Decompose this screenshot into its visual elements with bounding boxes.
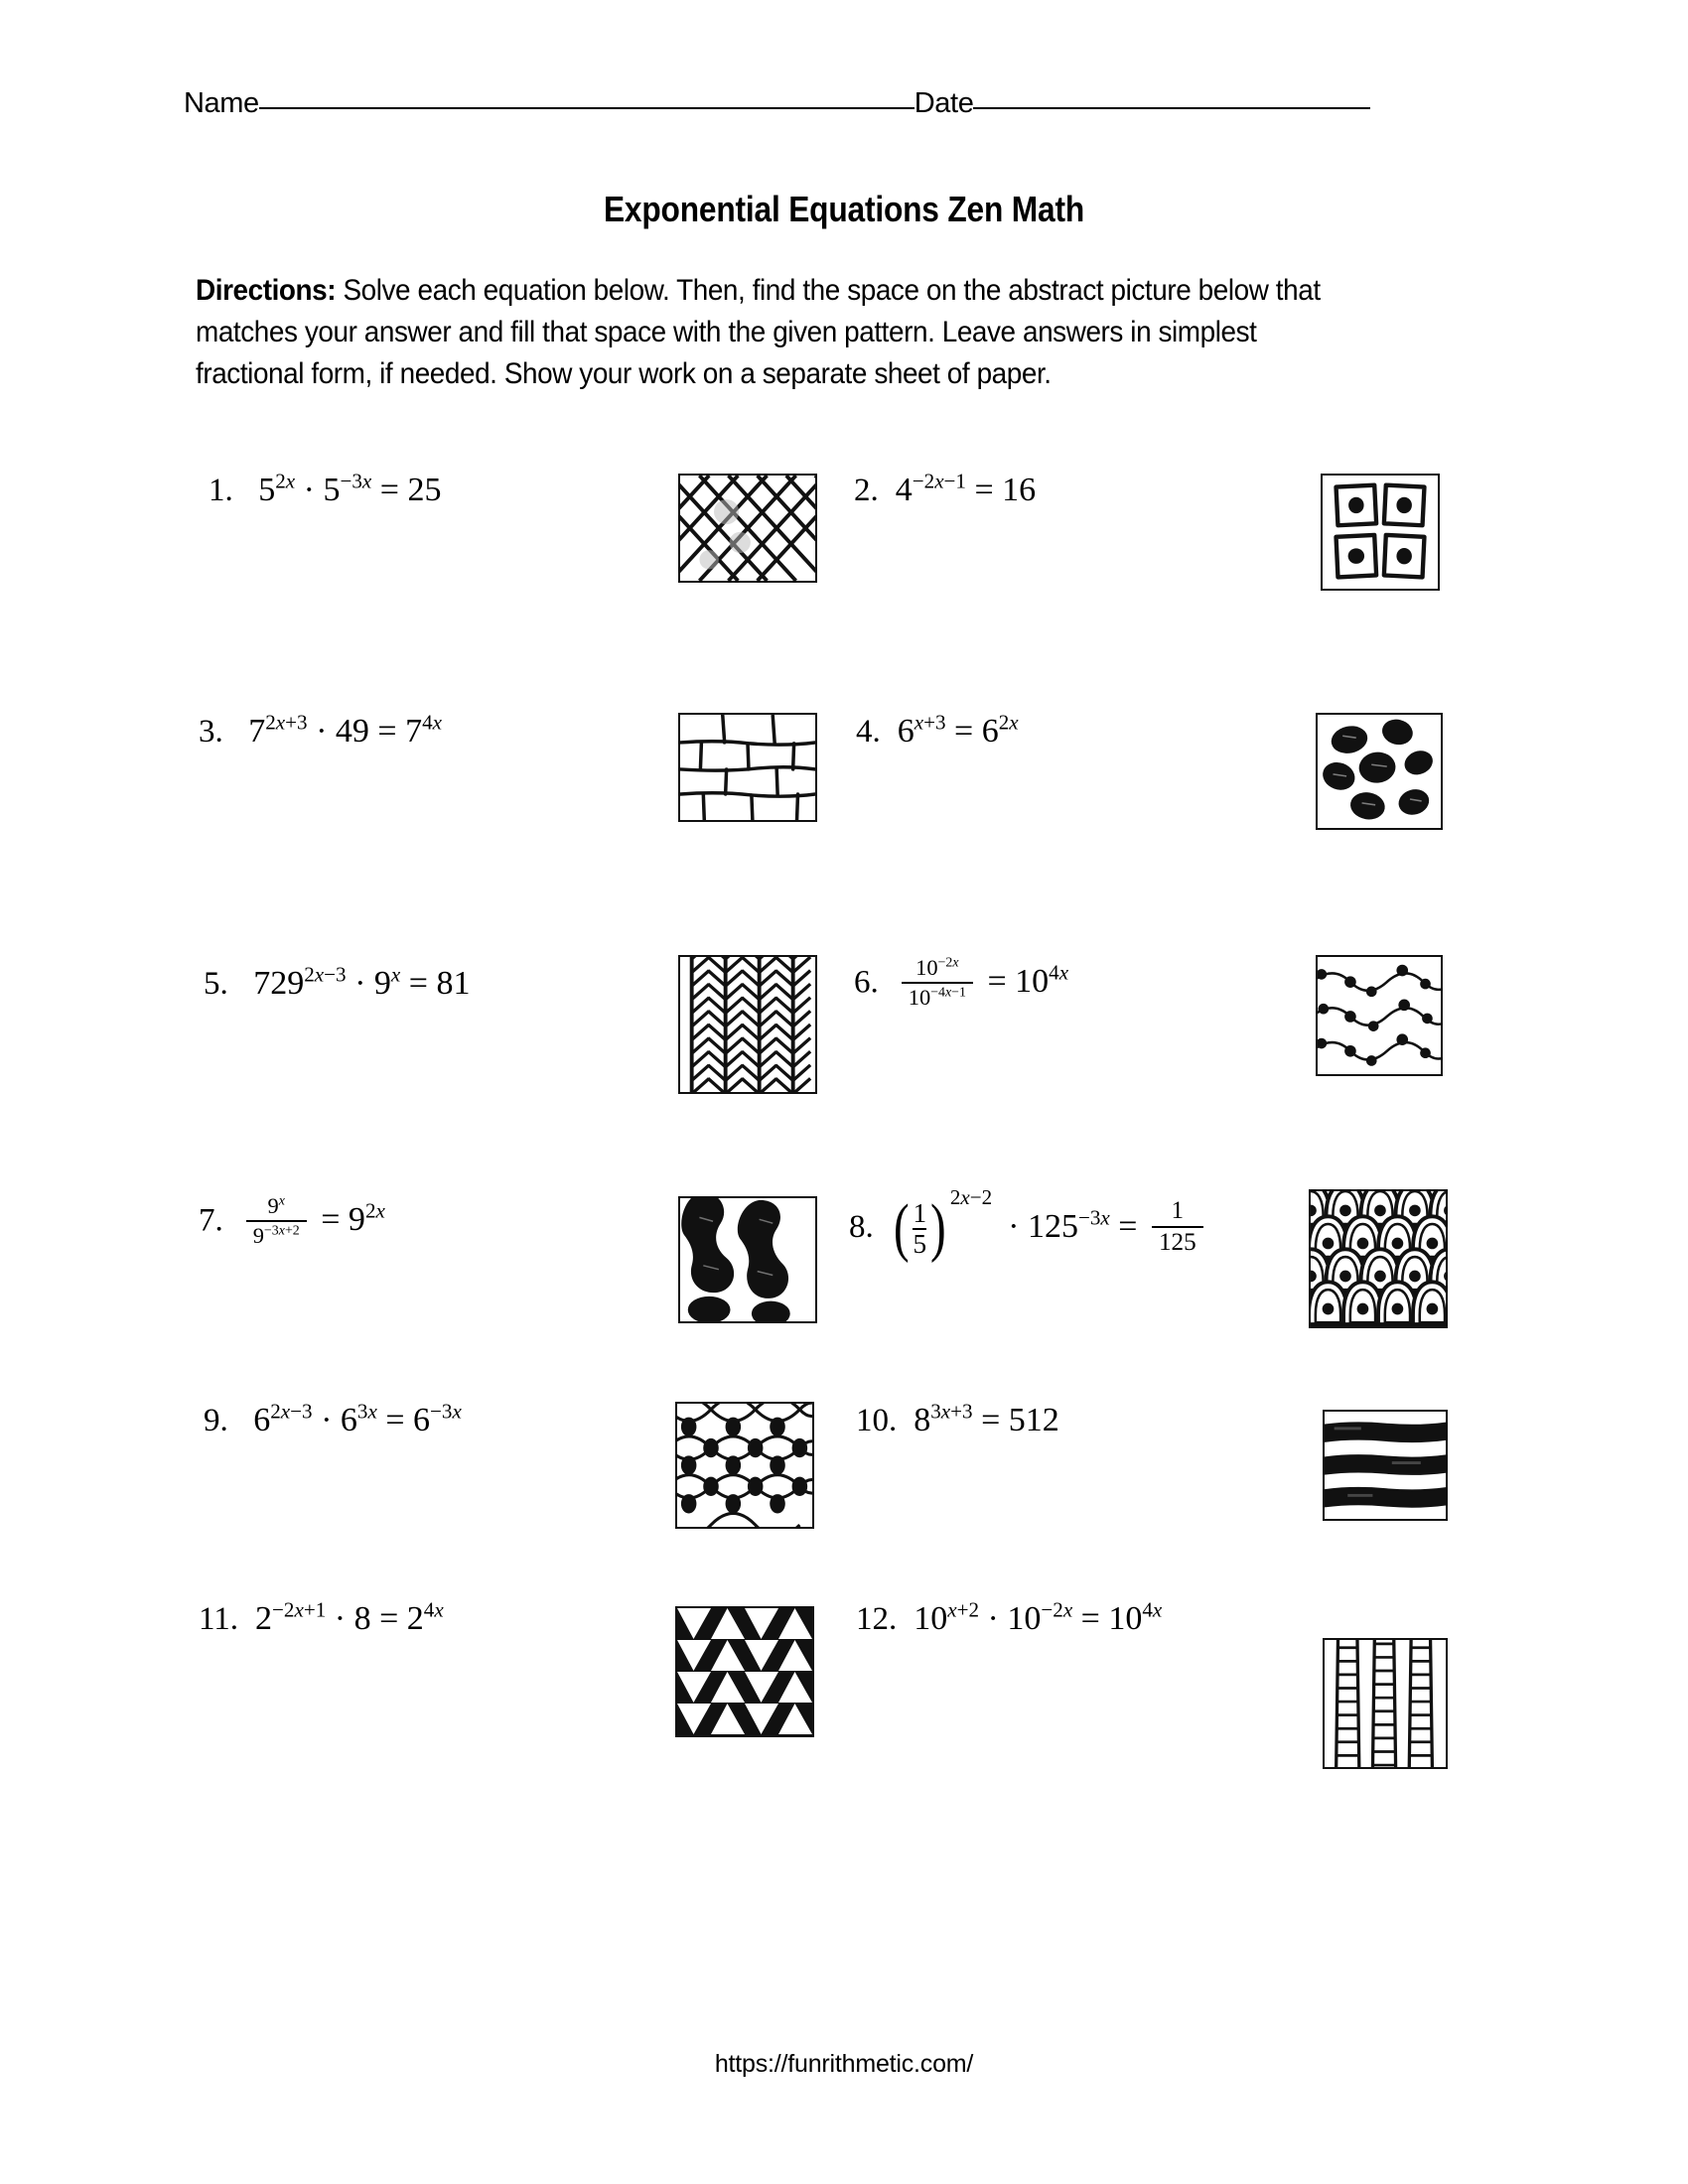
brick-wall-icon <box>680 715 815 820</box>
page-title: Exponential Equations Zen Math <box>603 189 1085 229</box>
pattern-tile-7[interactable] <box>678 1196 817 1323</box>
problem-4 <box>856 710 1019 751</box>
four-squares-with-dots-icon <box>1323 476 1438 589</box>
problem-3-equation: $7^{2x+3} \cdot 49 = 7^{4x}$ <box>231 710 442 750</box>
problem-7 <box>199 1193 385 1249</box>
directions-label: Directions: <box>196 274 337 307</box>
problem-1-number: 1. <box>209 473 233 508</box>
diagonal-lattice-crosshatch-icon <box>680 476 815 581</box>
problem-3 <box>199 710 442 751</box>
problem-8-number: 8. <box>849 1209 874 1246</box>
problem-6-equation: $\frac{10^{-2x}}{10^{-4x-1}}$ = $10^{4x}$ <box>887 963 1068 1000</box>
problem-8-equation: ( 1 5 ) 2x−2 · $125^{-3x}$ = $\frac{1}{125}$ <box>882 1208 1208 1245</box>
problem-5-equation: $729^{2x-3} \cdot 9^x = 81$ <box>236 962 471 1002</box>
name-label: Name <box>184 87 259 119</box>
pattern-tile-1[interactable] <box>678 474 817 583</box>
problem-8 <box>849 1185 1209 1265</box>
problem-10 <box>856 1399 1059 1439</box>
pattern-tile-12[interactable] <box>1323 1638 1448 1769</box>
name-date-line <box>184 87 1460 120</box>
pattern-tile-4[interactable] <box>1316 713 1443 830</box>
pattern-tile-6[interactable] <box>1316 955 1443 1076</box>
scattered-filled-pebbles-icon <box>1318 715 1441 828</box>
name-blank-line[interactable] <box>259 107 914 109</box>
problem-9 <box>204 1399 462 1439</box>
problem-11-equation: $2^{-2x+1} \cdot 8 = 2^{4x}$ <box>246 1597 444 1637</box>
problem-6 <box>854 955 1069 1011</box>
pattern-tile-8[interactable] <box>1309 1189 1448 1328</box>
vertical-ladder-columns-icon <box>1325 1640 1446 1767</box>
problem-2-number: 2. <box>854 473 879 508</box>
beaded-wavy-chains-icon <box>1318 957 1441 1074</box>
directions-text: Solve each equation below. Then, find the space on the abstract picture below that matches your answer and fill that space with the given pattern. Leave answers in simplest fractional form, if needed. Show your work on a separate sheet of paper. <box>196 274 1321 390</box>
large-filled-amoeba-blobs-icon <box>680 1198 815 1321</box>
pattern-tile-2[interactable] <box>1321 474 1440 591</box>
problem-12-number: 12. <box>856 1601 898 1637</box>
problem-4-equation: $6^{x+3} = 6^{2x}$ <box>889 710 1019 750</box>
problem-7-number: 7. <box>199 1202 223 1239</box>
problem-1 <box>209 469 442 509</box>
problem-11 <box>199 1597 444 1638</box>
problem-6-number: 6. <box>854 964 879 1001</box>
problem-8-fraction-paren: ( 1 5 ) 2x−2 <box>893 1185 993 1265</box>
problem-4-number: 4. <box>856 714 881 750</box>
problem-9-equation: $6^{2x-3} \cdot 6^{3x} = 6^{-3x}$ <box>236 1399 462 1438</box>
directions-paragraph <box>196 270 1359 395</box>
problem-5 <box>204 962 471 1003</box>
triangle-tessellation-icon <box>677 1608 812 1735</box>
footer-url[interactable]: https://funrithmetic.com/ <box>714 2050 974 2078</box>
pattern-tile-9[interactable] <box>675 1402 814 1529</box>
fish-scale-scallops-with-dots-icon <box>1311 1191 1446 1326</box>
pattern-tile-11[interactable] <box>675 1606 814 1737</box>
problem-5-number: 5. <box>204 966 228 1002</box>
herringbone-chevron-icon <box>680 957 815 1092</box>
pattern-tile-5[interactable] <box>678 955 817 1094</box>
problem-7-fraction: $\frac{9^x}{9^{-3x+2}}$ <box>246 1194 307 1247</box>
problem-1-equation: $5^{2x} \cdot 5^{-3x} = 25$ <box>241 469 442 508</box>
problem-9-number: 9. <box>204 1403 228 1438</box>
net-lattice-with-beads-icon <box>677 1404 812 1527</box>
problem-11-number: 11. <box>199 1601 239 1637</box>
problem-2 <box>854 469 1037 509</box>
date-blank-line[interactable] <box>973 107 1370 109</box>
problem-12-equation: $10^{x+2} \cdot 10^{-2x} = 10^{4x}$ <box>905 1597 1163 1637</box>
problem-8-answer-fraction: $\frac{1}{125}$ <box>1152 1198 1203 1257</box>
date-label: Date <box>914 87 974 119</box>
horizontal-thick-stripes-icon <box>1325 1412 1446 1519</box>
pattern-tile-3[interactable] <box>678 713 817 822</box>
problem-12 <box>856 1597 1163 1638</box>
problem-2-equation: $4^{-2x-1} = 16$ <box>887 469 1037 508</box>
problem-7-equation: $\frac{9^x}{9^{-3x+2}}$ = $9^{2x}$ <box>231 1201 385 1238</box>
pattern-tile-10[interactable] <box>1323 1410 1448 1521</box>
problem-10-number: 10. <box>856 1403 898 1438</box>
problem-6-fraction: $\frac{10^{-2x}}{10^{-4x-1}}$ <box>902 956 973 1009</box>
problem-10-equation: $8^{3x+3} = 512$ <box>905 1399 1059 1438</box>
problem-3-number: 3. <box>199 714 223 750</box>
